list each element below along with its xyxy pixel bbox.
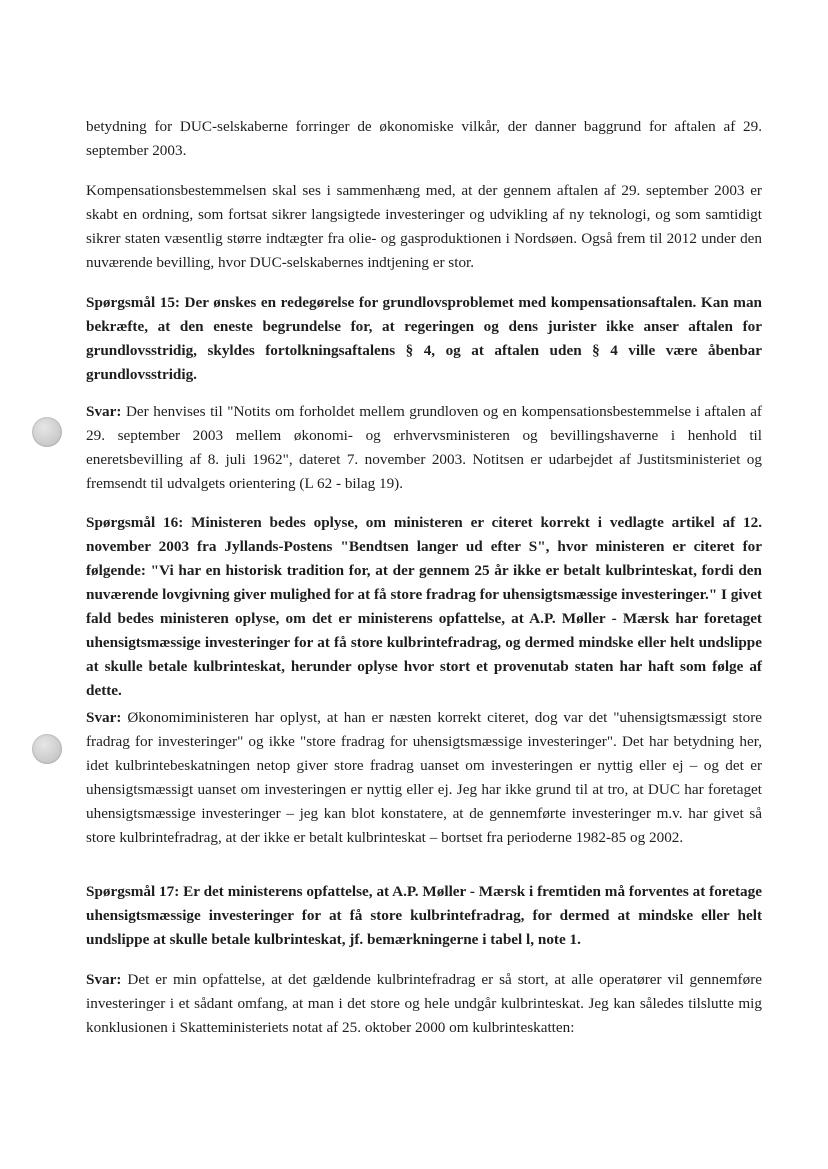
question-16: Spørgsmål 16: Ministeren bedes oplyse, om ministeren er citeret korrekt i vedlagte artikel af 12. november 2003 fra Jyllands-Postens "Bendtsen langer ud efter S", hvor ministeren er citeret for følgende: "Vi har en historisk tradition for, at der gennem 25 år ikke er betalt kulbrinteskat, fordi den nuværende lovgivning giver mulighed for at få store fradrag for uhensigtsmæssige investeringer." I givet fald bedes ministeren oplyse, om det er ministerens opfattelse, at A.P. Møller - Mærsk har foretaget uhensigtsmæssige investeringer for at få store kulbrintefradrag, og dermed mindske eller helt undslippe at skulle betale kulbrinteskat, herunder oplyse hvor stort et provenutab staten har haft som følge af dette.: [86, 514, 762, 699]
answer-label: Svar:: [86, 709, 122, 726]
answer-15-text: Der henvises til "Notits om forholdet mellem grundloven og en kompensationsbestemmelse i aftalen af 29. september 2003 mellem økonomi- og erhvervsministeren og bevillingshaverne i henhold til eneretsbevilling af 8. juli 1962", dateret 7. november 2003. Notitsen er udarbejdet af Justitsministeriet og fremsendt til udvalgets orientering (L 62 - bilag 19).: [86, 403, 762, 492]
answer-16-text: Økonomiministeren har oplyst, at han er næsten korrekt citeret, dog var det "uhensigtsmæssigt store fradrag for investeringer" og ikke "store fradrag for uhensigtsmæssige investeringer". Det har betydning her, idet kulbrintebeskatningen netop giver store fradrag uanset om investeringen er nyttig eller ej – og det er uhensigtsmæssigt uanset om investeringen er nyttig eller ej. Jeg har ikke grund til at tro, at DUC har foretaget uhensigtsmæssige investeringer – jeg kan blot konstatere, at de gennemførte investeringer m.v. har givet så store kulbrintefradrag, at der ikke er betalt kulbrinteskat – bortset fra perioderne 1982-85 og 2002.: [86, 709, 762, 846]
question-15: Spørgsmål 15: Der ønskes en redegørelse for grundlovsproblemet med kompensationsaftalen. Kan man bekræfte, at den eneste begrundelse for, at regeringen og dens jurister ikke anser aftalen for grundlovsstridig, skyldes fortolkningsaftalens § 4, og at aftalen uden § 4 ville være åbenbar grundlovsstridig.: [86, 294, 762, 383]
answer-16: [86, 706, 762, 850]
paragraph-continuation: betydning for DUC-selskaberne forringer de økonomiske vilkår, der danner baggrund for aftalen af 29. september 2003.: [86, 118, 762, 159]
punch-hole-bottom: [32, 734, 62, 764]
question-17: Spørgsmål 17: Er det ministerens opfattelse, at A.P. Møller - Mærsk i fremtiden må forventes at foretage uhensigtsmæssige investeringer for at få store kulbrintefradrag, for dermed at mindske eller helt undslippe at skulle betale kulbrinteskat, jf. bemærkningerne i tabel l, note 1.: [86, 883, 762, 948]
answer-17-text: Det er min opfattelse, at det gældende kulbrintefradrag er så stort, at alle operatører vil gennemføre investeringer i et sådant omfang, at man i det store og hele undgår kulbrinteskat. Jeg kan således tilslutte mig konklusionen i Skatteministeriets notat af 25. oktober 2000 om kulbrinteskatten:: [86, 971, 762, 1036]
punch-hole-top: [32, 417, 62, 447]
answer-label: Svar:: [86, 403, 122, 420]
answer-15: [86, 400, 762, 496]
answer-label: Svar:: [86, 971, 122, 988]
answer-17: [86, 968, 762, 1040]
paragraph-compensation: Kompensationsbestemmelsen skal ses i sammenhæng med, at der gennem aftalen af 29. september 2003 er skabt en ordning, som fortsat sikrer langsigtede investeringer og udvikling af ny teknologi, og som samtidigt sikrer staten væsentlig større indtægter fra olie- og gasproduktionen i Nordsøen. Også frem til 2012 under den nuværende bevilling, hvor DUC-selskabernes indtjening er stor.: [86, 182, 762, 271]
